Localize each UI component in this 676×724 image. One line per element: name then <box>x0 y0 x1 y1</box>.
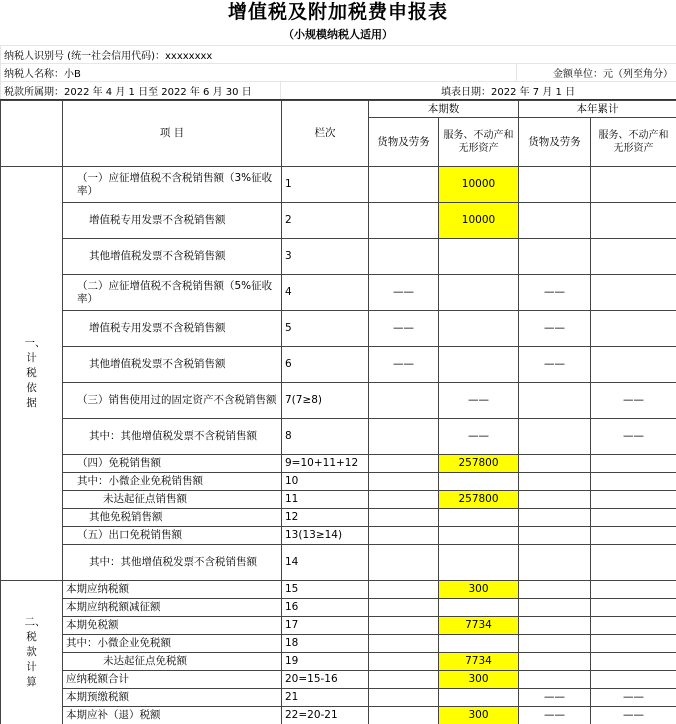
table-row <box>1 239 676 275</box>
row-item-label: 增值税专用发票不含税销售额 <box>63 311 282 347</box>
cell-cur-goods[interactable] <box>369 635 439 653</box>
cell-cur-goods[interactable] <box>369 689 439 707</box>
cell-cur-serv[interactable] <box>439 275 519 311</box>
cell-cur-goods: —— <box>369 311 439 347</box>
row-item-label: （四）免税销售额 <box>63 455 282 473</box>
table-row <box>1 473 676 491</box>
row-line-no: 13(13≥14) <box>282 527 369 545</box>
cell-yr-serv[interactable] <box>591 167 676 203</box>
section-calc-label <box>1 581 63 724</box>
header-yr-services: 服务、不动产和无形资产 <box>591 118 676 167</box>
cell-yr-serv[interactable] <box>591 239 676 275</box>
cell-cur-goods: —— <box>369 347 439 383</box>
cell-cur-goods[interactable] <box>369 671 439 689</box>
cell-cur-serv[interactable]: 10000 <box>439 167 519 203</box>
cell-cur-serv[interactable]: 7734 <box>439 617 519 635</box>
row-item-label: 其他增值税发票不含税销售额 <box>63 239 282 275</box>
cell-yr-goods[interactable] <box>519 239 591 275</box>
cell-yr-goods[interactable] <box>519 635 591 653</box>
row-item-label: （一）应征增值税不含税销售额（3%征收率） <box>63 167 282 203</box>
cell-yr-goods[interactable] <box>519 671 591 689</box>
table-row <box>1 509 676 527</box>
row-item-label: 未达起征点免税额 <box>63 653 282 671</box>
taxpayer-name-value[interactable]: 小B <box>64 69 81 80</box>
row-line-no: 20=15-16 <box>282 671 369 689</box>
cell-yr-goods: —— <box>519 689 591 707</box>
table-row <box>1 581 676 599</box>
cell-cur-goods[interactable] <box>369 707 439 724</box>
row-item-label: 增值税专用发票不含税销售额 <box>63 203 282 239</box>
cell-cur-serv: —— <box>439 419 519 455</box>
table-row <box>1 545 676 581</box>
cell-yr-goods: —— <box>519 275 591 311</box>
row-line-no: 15 <box>282 581 369 599</box>
row-item-label: 其中：小微企业免税额 <box>63 635 282 653</box>
cell-yr-goods[interactable] <box>519 599 591 617</box>
cell-cur-goods[interactable] <box>369 527 439 545</box>
cell-cur-serv[interactable] <box>439 527 519 545</box>
cell-yr-serv[interactable] <box>591 653 676 671</box>
cell-yr-serv[interactable] <box>591 545 676 581</box>
table-row <box>1 707 676 724</box>
row-line-no: 3 <box>282 239 369 275</box>
row-line-no: 11 <box>282 491 369 509</box>
taxpayer-id-row <box>1 46 676 64</box>
cell-yr-goods: —— <box>519 347 591 383</box>
table-row <box>1 671 676 689</box>
row-item-label: 未达起征点销售额 <box>63 491 282 509</box>
header-current-period: 本期数 <box>369 101 519 118</box>
row-line-no: 9=10+11+12 <box>282 455 369 473</box>
table-row <box>1 653 676 671</box>
row-line-no: 2 <box>282 203 369 239</box>
cell-yr-serv[interactable] <box>591 275 676 311</box>
cell-yr-goods[interactable] <box>519 203 591 239</box>
taxpayer-id-cell <box>1 46 676 64</box>
cell-cur-goods[interactable] <box>369 419 439 455</box>
row-item-label: 本期预缴税额 <box>63 689 282 707</box>
row-item-label: 本期应纳税额 <box>63 581 282 599</box>
cell-yr-serv: —— <box>591 419 676 455</box>
fill-date-label: 填表日期： <box>441 87 491 98</box>
cell-yr-goods[interactable] <box>519 455 591 473</box>
row-item-label: 其中：其他增值税发票不含税销售额 <box>63 545 282 581</box>
taxpayer-name-cell <box>1 64 517 82</box>
cell-cur-serv: —— <box>439 383 519 419</box>
row-item-label: 其中：其他增值税发票不含税销售额 <box>63 419 282 455</box>
cell-cur-serv[interactable] <box>439 473 519 491</box>
table-row <box>1 491 676 509</box>
table-row <box>1 419 676 455</box>
table-row <box>1 689 676 707</box>
cell-cur-serv[interactable]: 257800 <box>439 455 519 473</box>
row-line-no: 22=20-21 <box>282 707 369 724</box>
table-row <box>1 275 676 311</box>
cell-yr-serv[interactable] <box>591 617 676 635</box>
cell-yr-serv[interactable] <box>591 473 676 491</box>
row-line-no: 19 <box>282 653 369 671</box>
cell-cur-goods[interactable] <box>369 473 439 491</box>
header-blank-cell <box>1 101 63 167</box>
taxpayer-id-label: 纳税人识别号 (统一社会信用代码)： <box>4 51 165 62</box>
row-item-label: 其中：小微企业免税销售额 <box>63 473 282 491</box>
taxpayer-name-row <box>1 64 676 82</box>
header-line-no: 栏次 <box>282 101 369 167</box>
cell-cur-goods: —— <box>369 275 439 311</box>
period-cell <box>1 82 281 100</box>
cell-cur-goods[interactable] <box>369 581 439 599</box>
table-row <box>1 383 676 419</box>
row-line-no: 8 <box>282 419 369 455</box>
period-row <box>1 82 676 100</box>
row-line-no: 7(7≥8) <box>282 383 369 419</box>
cell-yr-goods: —— <box>519 707 591 724</box>
row-line-no: 6 <box>282 347 369 383</box>
cell-cur-goods[interactable] <box>369 167 439 203</box>
table-row <box>1 617 676 635</box>
form-title: 增值税及附加税费申报表 <box>227 1 448 23</box>
row-item-label: 本期应纳税额减征额 <box>63 599 282 617</box>
cell-yr-goods[interactable] <box>519 167 591 203</box>
tax-table <box>0 100 676 724</box>
row-line-no: 1 <box>282 167 369 203</box>
row-item-label: 本期应补（退）税额 <box>63 707 282 724</box>
row-item-label: 应纳税额合计 <box>63 671 282 689</box>
cell-yr-serv: —— <box>591 707 676 724</box>
taxpayer-id-value[interactable]: xxxxxxxx <box>164 51 213 62</box>
header-cur-goods: 货物及劳务 <box>369 118 439 167</box>
cell-yr-serv: —— <box>591 689 676 707</box>
row-item-label: （二）应征增值税不含税销售额（5%征收率） <box>63 275 282 311</box>
cell-cur-goods[interactable] <box>369 653 439 671</box>
row-item-label: （三）销售使用过的固定资产不含税销售额 <box>63 383 282 419</box>
header-yr-goods: 货物及劳务 <box>519 118 591 167</box>
cell-cur-serv[interactable]: 7734 <box>439 653 519 671</box>
cell-yr-serv[interactable] <box>591 635 676 653</box>
row-line-no: 12 <box>282 509 369 527</box>
cell-cur-serv[interactable] <box>439 347 519 383</box>
cell-cur-serv[interactable]: 300 <box>439 581 519 599</box>
form-header <box>0 45 676 100</box>
table-body <box>1 167 676 724</box>
cell-cur-goods[interactable] <box>369 383 439 419</box>
cell-cur-serv[interactable] <box>439 689 519 707</box>
fill-date-value[interactable]: 2022 年 7 月 1 日 <box>491 87 576 98</box>
table-row <box>1 311 676 347</box>
row-item-label: 本期免税额 <box>63 617 282 635</box>
cell-yr-goods[interactable] <box>519 545 591 581</box>
table-header-row-1 <box>1 101 676 118</box>
row-line-no: 14 <box>282 545 369 581</box>
header-cur-services: 服务、不动产和无形资产 <box>439 118 519 167</box>
cell-yr-serv[interactable] <box>591 347 676 383</box>
row-line-no: 17 <box>282 617 369 635</box>
row-item-label: （五）出口免税销售额 <box>63 527 282 545</box>
period-value[interactable]: 2022 年 4 月 1 日至 2022 年 6 月 30 日 <box>64 87 252 98</box>
section-label-text: 一、计税依据 <box>24 337 46 409</box>
cell-yr-serv[interactable] <box>591 671 676 689</box>
cell-yr-goods[interactable] <box>519 653 591 671</box>
cell-cur-serv[interactable]: 300 <box>439 707 519 724</box>
cell-yr-serv[interactable] <box>591 311 676 347</box>
table-row <box>1 599 676 617</box>
cell-cur-goods[interactable] <box>369 617 439 635</box>
cell-yr-goods[interactable] <box>519 617 591 635</box>
cell-cur-goods[interactable] <box>369 491 439 509</box>
section-basis-label <box>1 167 63 581</box>
table-row <box>1 347 676 383</box>
cell-yr-goods[interactable] <box>519 491 591 509</box>
table-row <box>1 527 676 545</box>
cell-yr-serv[interactable] <box>591 491 676 509</box>
row-line-no: 16 <box>282 599 369 617</box>
cell-yr-serv[interactable] <box>591 527 676 545</box>
cell-cur-serv[interactable] <box>439 311 519 347</box>
row-line-no: 4 <box>282 275 369 311</box>
cell-cur-serv[interactable] <box>439 545 519 581</box>
table-row <box>1 167 676 203</box>
cell-cur-goods[interactable] <box>369 545 439 581</box>
row-line-no: 18 <box>282 635 369 653</box>
table-row <box>1 455 676 473</box>
cell-yr-goods[interactable] <box>519 419 591 455</box>
cell-yr-goods[interactable] <box>519 581 591 599</box>
cell-cur-goods[interactable] <box>369 599 439 617</box>
header-item: 项 目 <box>63 101 282 167</box>
row-item-label: 其他增值税发票不含税销售额 <box>63 347 282 383</box>
cell-cur-goods[interactable] <box>369 203 439 239</box>
cell-cur-goods[interactable] <box>369 509 439 527</box>
cell-yr-serv[interactable] <box>591 509 676 527</box>
row-line-no: 5 <box>282 311 369 347</box>
cell-cur-goods[interactable] <box>369 455 439 473</box>
cell-yr-goods: —— <box>519 311 591 347</box>
cell-cur-goods[interactable] <box>369 239 439 275</box>
cell-yr-serv[interactable] <box>591 455 676 473</box>
taxpayer-name-label: 纳税人名称： <box>4 69 64 80</box>
cell-yr-goods[interactable] <box>519 527 591 545</box>
cell-cur-serv[interactable] <box>439 239 519 275</box>
cell-cur-serv[interactable]: 300 <box>439 671 519 689</box>
cell-yr-goods[interactable] <box>519 473 591 491</box>
section-label-text: 二、税款计算 <box>24 616 46 688</box>
cell-cur-serv[interactable]: 10000 <box>439 203 519 239</box>
cell-yr-serv: —— <box>591 383 676 419</box>
form-subtitle: （小规模纳税人适用） <box>283 28 393 41</box>
cell-yr-serv[interactable] <box>591 599 676 617</box>
cell-yr-goods[interactable] <box>519 509 591 527</box>
row-item-label: 其他免税销售额 <box>63 509 282 527</box>
cell-cur-serv[interactable] <box>439 599 519 617</box>
fill-date-cell <box>281 82 676 100</box>
cell-yr-serv[interactable] <box>591 203 676 239</box>
header-year-total: 本年累计 <box>519 101 676 118</box>
cell-cur-serv[interactable] <box>439 509 519 527</box>
row-line-no: 10 <box>282 473 369 491</box>
amount-unit: 金额单位：元（列至角分） <box>517 64 676 82</box>
cell-yr-goods[interactable] <box>519 383 591 419</box>
period-label: 税款所属期： <box>4 87 64 98</box>
cell-yr-serv[interactable] <box>591 581 676 599</box>
cell-cur-serv[interactable]: 257800 <box>439 491 519 509</box>
cell-cur-serv[interactable] <box>439 635 519 653</box>
table-row <box>1 635 676 653</box>
row-line-no: 21 <box>282 689 369 707</box>
table-row <box>1 203 676 239</box>
